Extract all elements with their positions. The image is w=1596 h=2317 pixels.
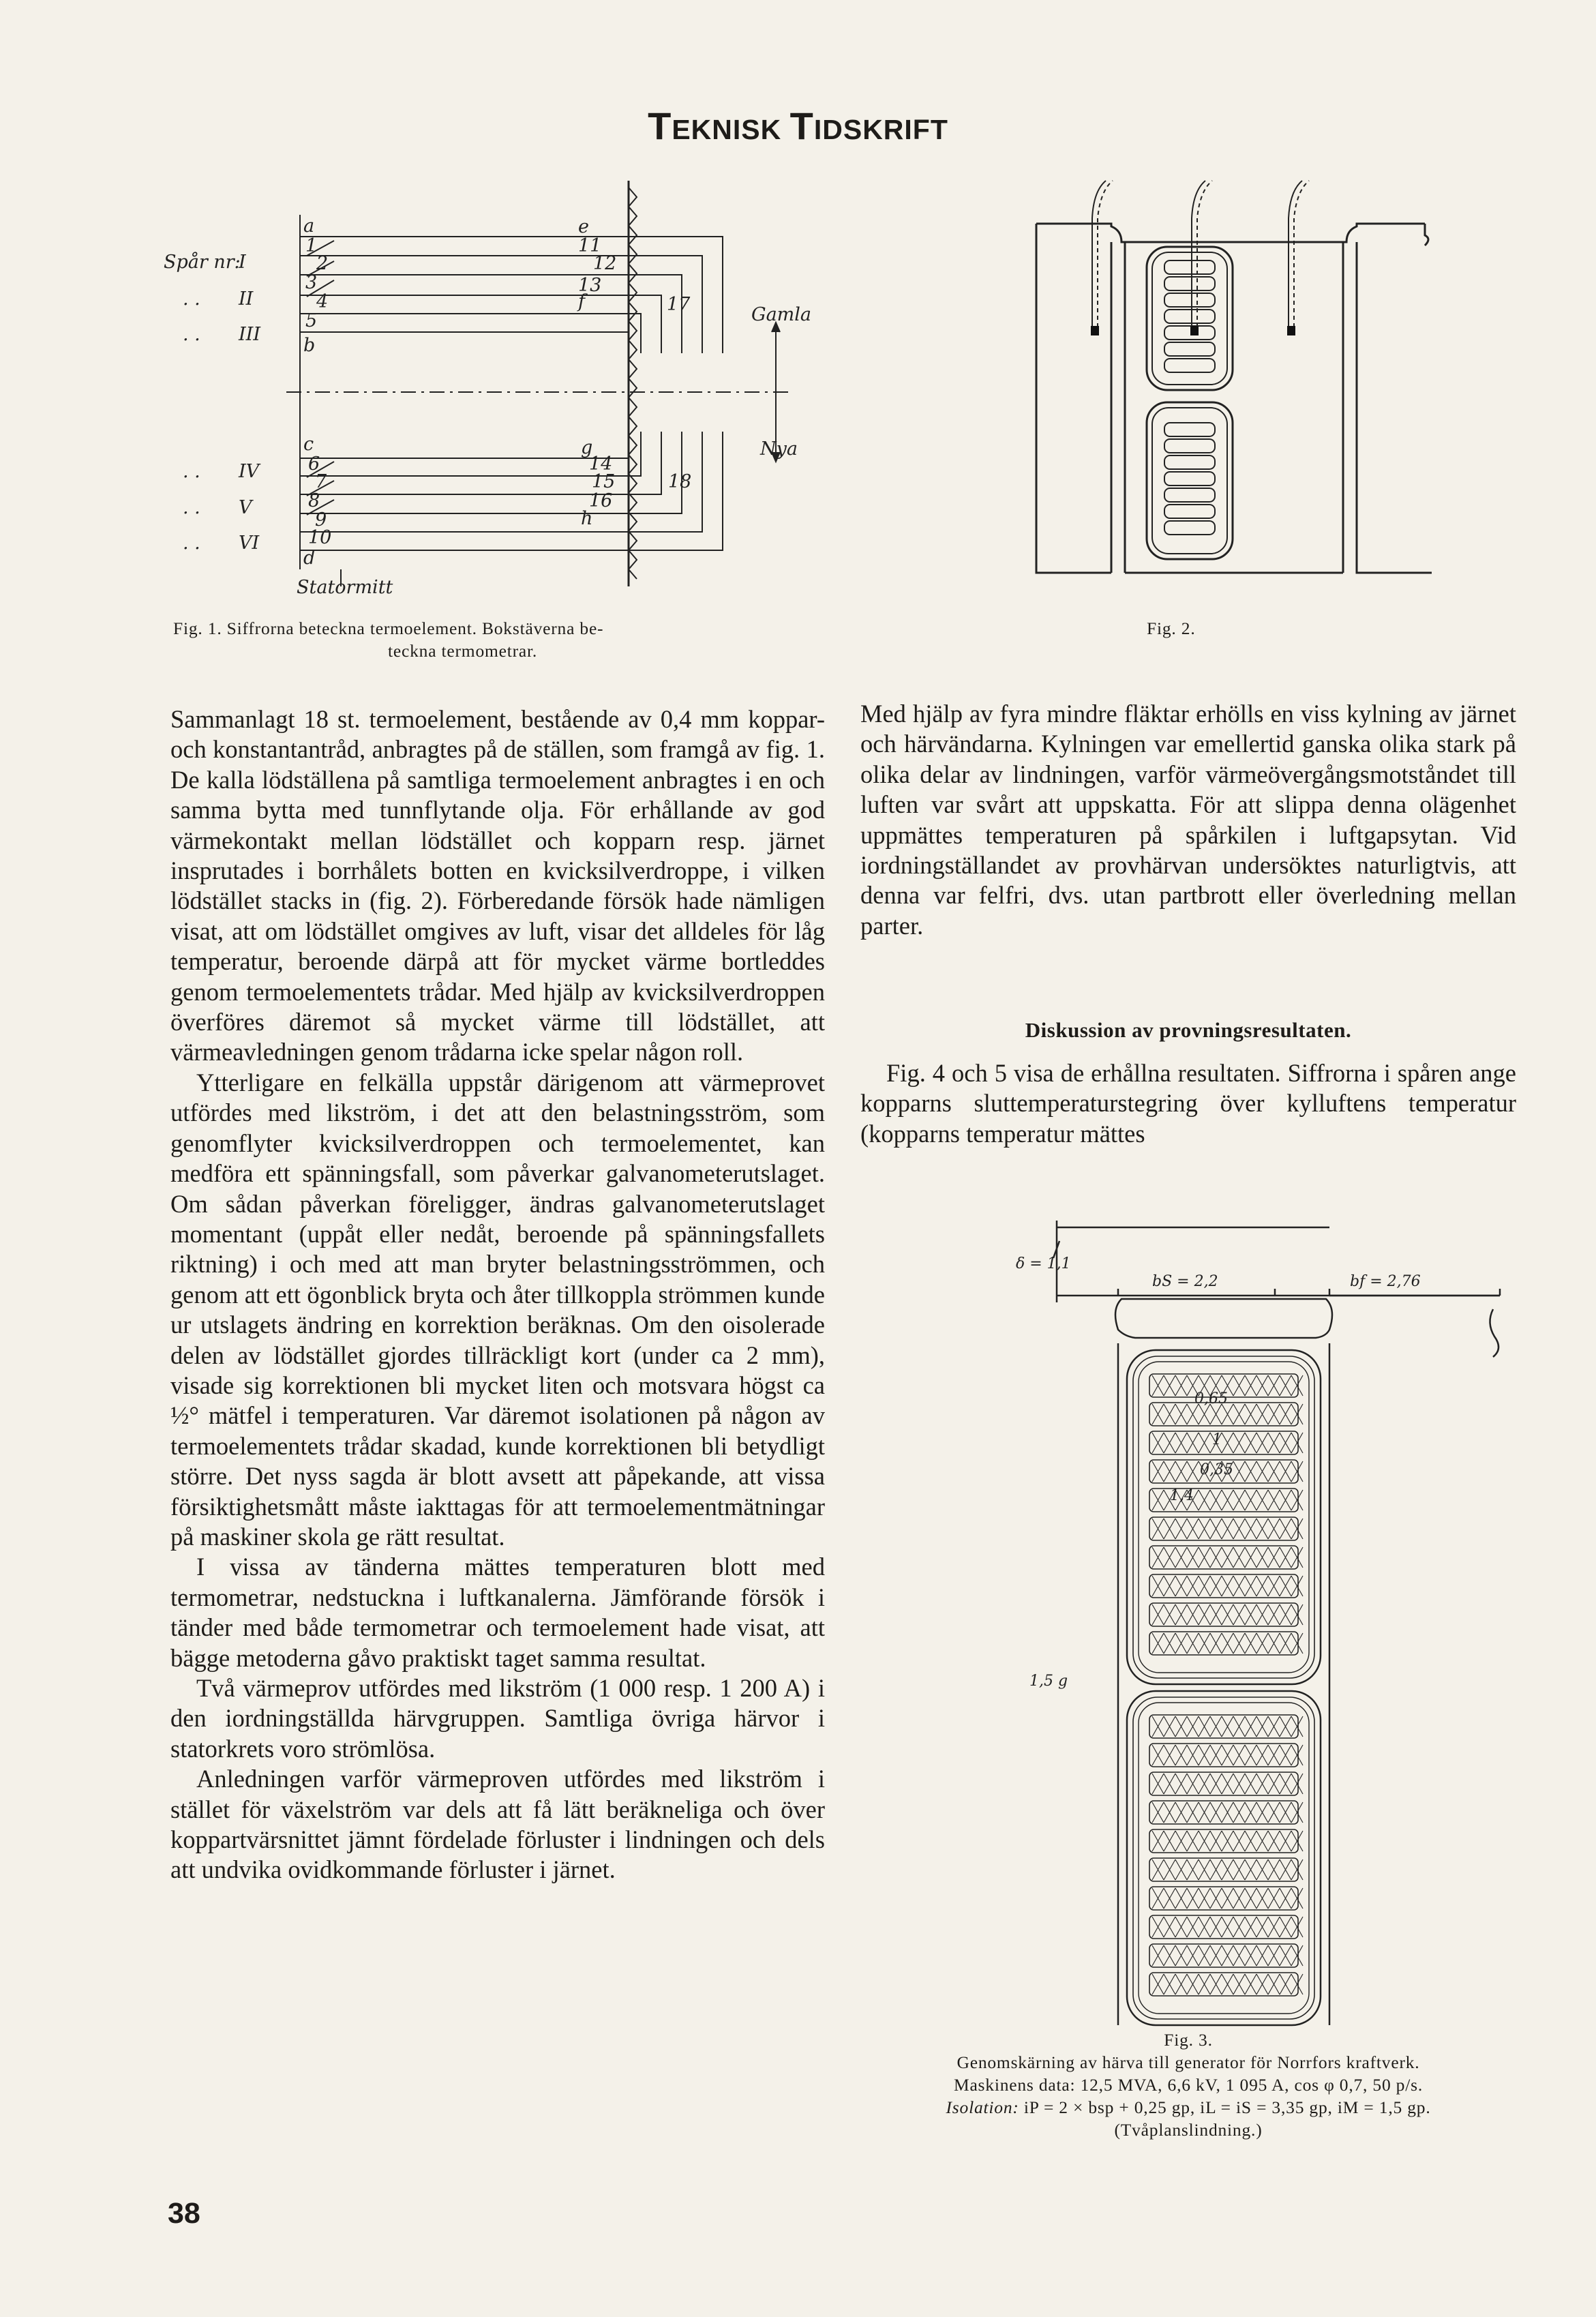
paragraph: Med hjälp av fyra mindre fläktar erhölls en viss kylning av järnet och härvändarna. Kylningen var emellertid ganska olika stark på olika delar av lindningen, varför värmeövergångsmotståndet till luften var svårt att uppskatta. För att slippa denna olägenhet uppmättes temperaturen på spårkilen i luftgapsytan. Vid iordningställandet av provhärvan undersöktes naturligtvis, att denna var felfri, dvs. utan partbrott eller överledning mellan parter. [860, 700, 1516, 940]
svg-text:. .: . . [183, 288, 200, 310]
svg-text:h: h [581, 508, 593, 529]
figure-2-caption: Fig. 2. [1147, 618, 1196, 638]
svg-text:7: 7 [315, 471, 327, 492]
svg-text:10: 10 [308, 527, 332, 548]
paragraph: Anledningen varför värmeproven utfördes med likström i stället för växelström var dels att få lätt beräkneliga och över koppartvärsnittet jämnt fördelade förluster i lindningen och dels att undvika ovidkommande förluster i järnet. [170, 1765, 825, 1884]
svg-text:17: 17 [667, 294, 691, 315]
paragraph: Fig. 4 och 5 visa de erhållna resultaten. Siffrorna i spåren ange kopparns sluttemperaturstegring över kylluftens temperatur (kopparns temperatur mättes [860, 1059, 1516, 1148]
figure-3-coil-section [1016, 1221, 1514, 2039]
svg-text:4: 4 [316, 291, 329, 312]
journal-masthead: TEKNISK TIDSKRIFT [648, 104, 948, 147]
svg-text:18: 18 [668, 471, 692, 492]
svg-text:V: V [239, 497, 252, 518]
svg-text:11: 11 [578, 235, 602, 256]
svg-text:II: II [239, 288, 254, 310]
svg-text:f: f [578, 291, 585, 312]
svg-text:VI: VI [239, 533, 260, 554]
svg-text:3: 3 [305, 272, 318, 293]
label-spar-nr: Spår nr: [164, 252, 241, 273]
svg-text:. .: . . [183, 497, 200, 518]
label-bf: bf = 2,76 [1350, 1273, 1421, 1290]
svg-text:a: a [303, 215, 315, 237]
svg-text:15: 15 [592, 471, 616, 492]
paragraph: Ytterligare en felkälla uppstår därigenom att värmeprovet utfördes med likström, i det att den belastningsström, som genomflyter kvicksilverdroppen och termoelementet, kan medföra ett spänningsfall, som påverkar galvanometerutslaget. Om sådan påverkan föreligger, ändras galvanometerutslaget momentant (uppåt eller nedåt, beroende på spänningsfallets riktning) i och med att man bryter belastningsströmmen, och genom att ett ögonblick bryta och åter tillkoppla strömmen kunde ur utslagets ändring en korrektion beräknas. Om den oisolerade delen av lödstället gjordes tillräckligt kort (under ca 2 mm), visade sig korrektionen bli mycket liten och motsvara högst ca ½° mätfel i temperaturen. Var däremot isolationen på någon av termoelementets trådar skadad, kunde korrektionen bli betydligt större. Det nyss sagda är blott avsett att påpekande, att vissa försiktighetsmått måste iakttagas för att termoelementmätningar på maskiner skola ge rätt resultat. [170, 1068, 825, 1551]
svg-text:c: c [303, 434, 314, 455]
svg-text:0,65: 0,65 [1194, 1390, 1228, 1407]
figure-3-caption: Fig. 3. Genomskärning av härva till generator för Norrfors kraftverk. Maskinens data: 12,5 MVA, 6,6 kV, 1 095 A, cos φ 0,7, 50 p/s. Isolation: iP = 2 × bsp + 0,25 gp, iL = iS = 3,35 gp, iM = 1,5 gp. (Tvåplanslindning.) [946, 2030, 1431, 2140]
svg-text:9: 9 [315, 509, 327, 530]
right-text-column-2 [860, 1058, 1516, 1149]
svg-text:1: 1 [1212, 1431, 1222, 1448]
svg-text:14: 14 [589, 453, 613, 475]
label-statormitt: Statormitt [297, 577, 393, 598]
svg-text:. .: . . [183, 461, 200, 482]
svg-text:III: III [239, 324, 260, 345]
svg-text:1,5 g: 1,5 g [1029, 1673, 1068, 1690]
page-number: 38 [168, 2197, 200, 2230]
svg-text:IV: IV [239, 461, 260, 482]
svg-text:0,35: 0,35 [1200, 1461, 1233, 1478]
label-delta: δ = 1,1 [1016, 1255, 1071, 1272]
label-nya: Nya [760, 438, 798, 460]
section-heading: Diskussion av provningsresultaten. [1025, 1018, 1352, 1042]
svg-text:. .: . . [183, 324, 200, 345]
svg-text:16: 16 [589, 490, 613, 511]
label-gamla: Gamla [751, 304, 812, 325]
svg-text:I: I [239, 252, 246, 273]
svg-text:g: g [581, 437, 593, 458]
right-text-column [860, 699, 1516, 941]
paragraph: I vissa av tänderna mättes temperaturen blott med termometrar, nedstuckna i luftkanalerna. Jämförande försök i tänder med både termometrar och termoelement hade visat, att bägge metoderna gåvo praktiskt taget samma resultat. [170, 1553, 825, 1672]
svg-text:b: b [303, 335, 316, 356]
left-text-column [170, 704, 825, 1885]
svg-text:8: 8 [308, 490, 320, 511]
svg-text:1: 1 [305, 235, 318, 256]
svg-text:e: e [578, 216, 589, 237]
svg-text:6: 6 [308, 453, 320, 475]
svg-text:1,4: 1,4 [1170, 1487, 1194, 1504]
svg-text:5: 5 [305, 310, 318, 331]
label-bs: bS = 2,2 [1152, 1273, 1218, 1290]
svg-text:13: 13 [578, 275, 602, 296]
figure-1-slot-diagram [164, 174, 832, 603]
figure-2-slot-section [1029, 177, 1439, 586]
svg-text:2: 2 [316, 253, 329, 274]
paragraph: Sammanlagt 18 st. termoelement, bestående av 0,4 mm koppar- och konstantantråd, anbragtes på de ställen, som framgå av fig. 1. De kalla lödställena på samtliga termoelement anbragtes i en och samma bytta med tunnflytande olja. För erhållande av god värmekontakt mellan lödstället och kopparn resp. järnet insprutades i borrhålets botten en kvicksilverdroppe, i vilken lödstället stacks in (fig. 2). Förberedande försök hade nämligen visat, att om lödstället omgives av luft, visar det alldeles för låg temperatur, beroende därpå att för mycket värme bortleddes genom termoelementets trådar. Med hjälp av kvicksilverdroppen överföres däremot så mycket värme till lödstället, att värmeavledningen genom trådarna icke spelar någon roll. [170, 705, 825, 1066]
svg-text:. .: . . [183, 533, 200, 554]
figure-1-caption: Fig. 1. Siffrorna beteckna termoelement. Bokstäverna be- teckna termometrar. [173, 618, 604, 661]
paragraph: Två värmeprov utfördes med likström (1 000 resp. 1 200 A) i den iordningställda härvgruppen. Samtliga övriga härvor i statorkrets voro strömlösa. [170, 1674, 825, 1763]
svg-text:12: 12 [593, 253, 617, 274]
svg-text:d: d [303, 548, 316, 569]
